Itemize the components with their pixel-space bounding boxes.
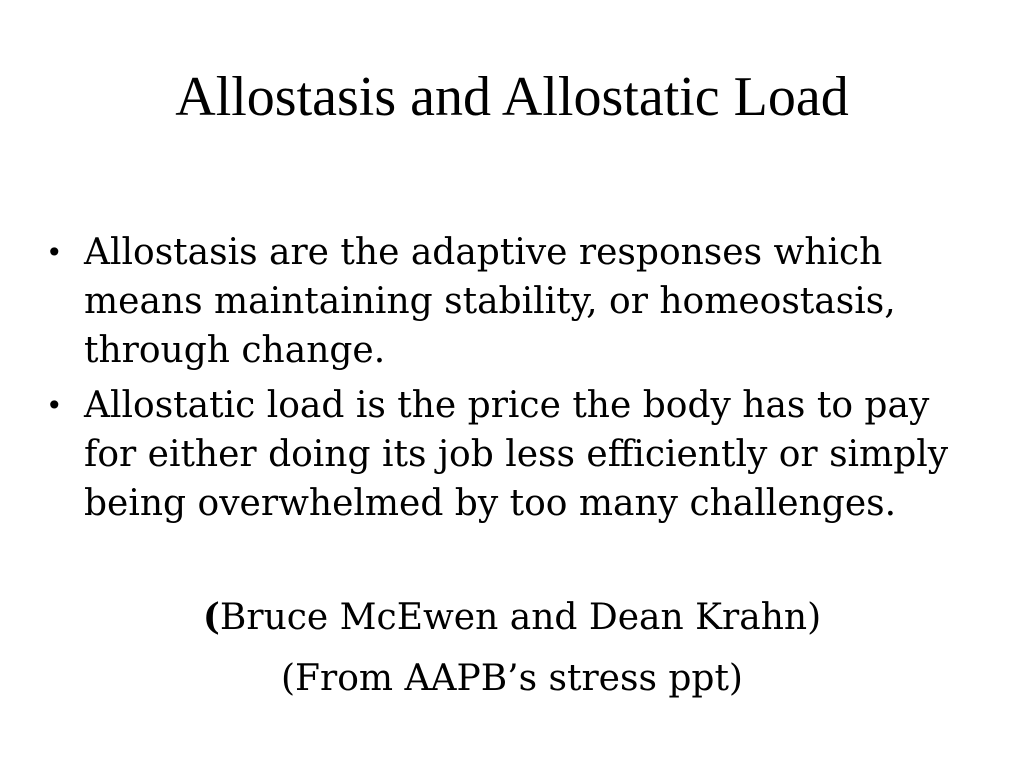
credit-open-paren: (: [202, 596, 220, 638]
bullet-marker: •: [46, 236, 63, 269]
bullet-list: [46, 228, 976, 534]
credit-authors: [0, 593, 1024, 642]
bullet-text: Allostatic load is the price the body has to pay for either doing its job less efficiently or simply being overwhelmed by too many challenges.: [84, 385, 949, 524]
credit-source: (From AAPB’s stress ppt): [281, 658, 743, 699]
slide-title: Allostasis and Allostatic Load: [175, 66, 849, 128]
bullet-item-allostasis: [46, 228, 976, 375]
credit-authors-text: Bruce McEwen and Dean Krahn): [219, 597, 822, 638]
bullet-item-allostatic-load: [46, 381, 976, 528]
bullet-text: Allostasis are the adaptive responses which means maintaining stability, or homeostasis, through change.: [84, 232, 896, 371]
bullet-marker: •: [46, 389, 63, 422]
